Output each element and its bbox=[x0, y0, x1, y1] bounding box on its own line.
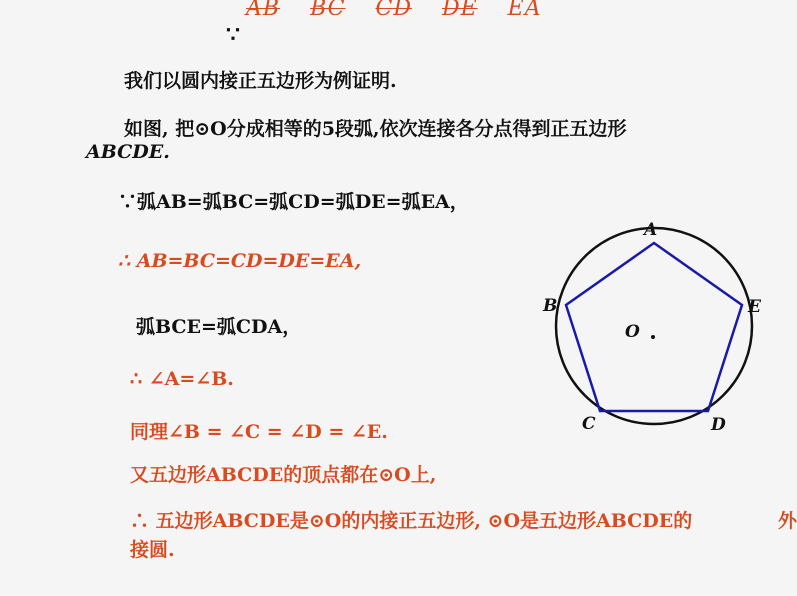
label-b: B bbox=[543, 296, 558, 316]
arc-bc: BC bbox=[310, 0, 346, 21]
label-e: E bbox=[748, 297, 761, 317]
arc-equal-line: 弧BCE=弧CDA， bbox=[136, 316, 302, 338]
pentagon-figure bbox=[530, 215, 780, 445]
conclusion-line1: ∴ 五边形ABCDE是⊙O的内接正五边形, ⊙O是五边形ABCDE的 bbox=[130, 510, 693, 532]
circumcircle bbox=[556, 228, 752, 424]
conclusion-cut-char: 外 bbox=[778, 510, 797, 532]
label-d: D bbox=[711, 415, 726, 435]
because-symbol-top: ∵ bbox=[226, 22, 240, 48]
label-a: A bbox=[644, 220, 658, 240]
regular-pentagon bbox=[566, 243, 742, 411]
label-o: O bbox=[625, 322, 640, 342]
center-dot bbox=[651, 335, 655, 339]
similarly-line: 同理∠B = ∠C = ∠D = ∠E. bbox=[130, 421, 388, 443]
arc-ea: EA bbox=[507, 0, 542, 21]
therefore-sides-line: ∴ AB=BC=CD=DE=EA, bbox=[118, 250, 362, 272]
conclusion-line2: 接圆. bbox=[130, 539, 175, 561]
arc-cd: CD bbox=[375, 0, 412, 21]
vertices-on-circle-line: 又五边形ABCDE的顶点都在⊙O上, bbox=[130, 464, 437, 486]
arc-ab: AB bbox=[246, 0, 281, 21]
because-arcs-line: ∵弧AB=弧BC=弧CD=弧DE=弧EA， bbox=[118, 191, 469, 213]
intro-text: 我们以圆内接正五边形为例证明. bbox=[124, 70, 397, 92]
top-arc-list bbox=[246, 0, 564, 21]
therefore-angle-line: ∴ ∠A=∠B. bbox=[130, 368, 234, 390]
label-c: C bbox=[582, 414, 596, 434]
para1-line1: 如图, 把⊙O分成相等的5段弧,依次连接各分点得到正五边形 bbox=[124, 118, 627, 140]
para1-line2: ABCDE. bbox=[86, 141, 170, 163]
arc-de: DE bbox=[441, 0, 478, 21]
